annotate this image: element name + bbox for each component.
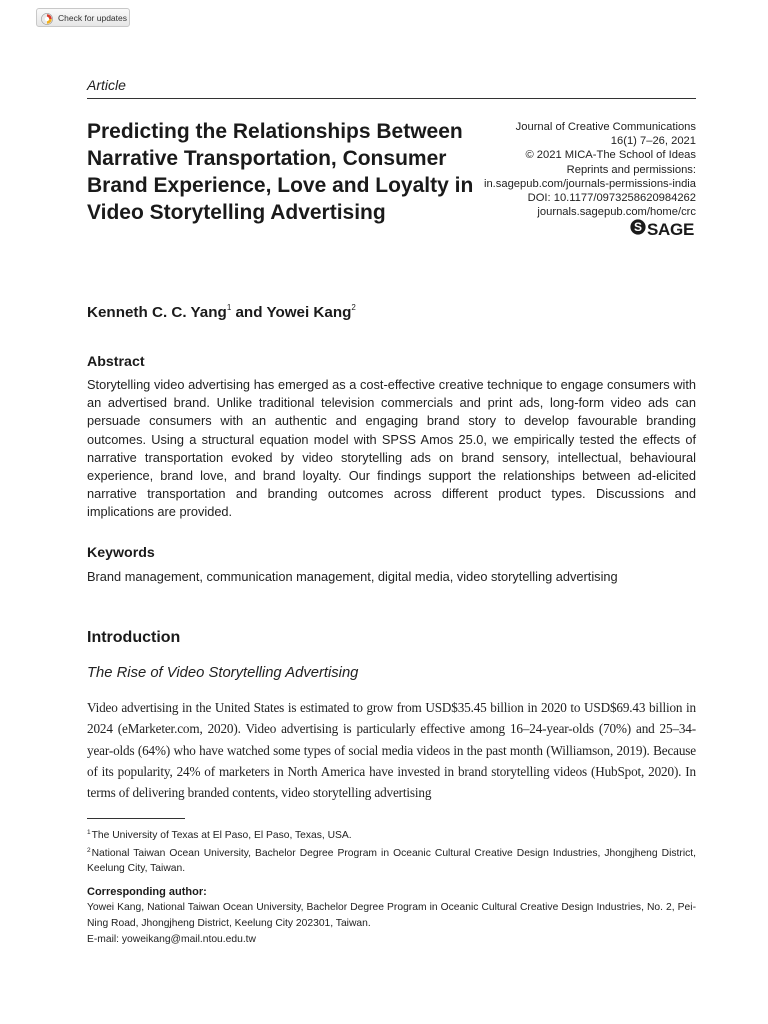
subsection-heading: The Rise of Video Storytelling Advertising — [87, 665, 359, 681]
author-list — [87, 303, 356, 321]
footnote-text: The University of Texas at El Paso, El Paso, Texas, USA. — [91, 830, 352, 841]
journal-volume: 16(1) 7–26, 2021 — [610, 135, 696, 148]
footnote — [87, 825, 696, 843]
footnote-text: National Taiwan Ocean University, Bachelor Degree Program in Oceanic Cultural Creative Design Industries, Jhongjheng District, Keelung City, Taiwan. — [87, 848, 696, 874]
article-title: Predicting the Relationships Between Narrative Transportation, Consumer Brand Experience, Love and Loyalty in Video Storytelling Advertising — [87, 120, 474, 224]
author-conjunction: and — [231, 304, 267, 321]
keywords-heading: Keywords — [87, 545, 155, 561]
section-heading: Introduction — [87, 629, 181, 646]
header-divider — [87, 98, 696, 99]
footnote-marker: 1 — [87, 829, 91, 836]
abstract-text: Storytelling video advertising has emerged as a cost-effective creative technique to engage consumers with an advertised brand. Unlike traditional television commercials and print ads, long-form video ads can persuade consumers with an authentic and engaging brand story to develop favourable branding outcomes. Using a structural equation model with SPSS Amos 25.0, we empirically tested the effects of narrative transportation evoked by video storytelling ads on brand sensory, intellectual, behavioural experience, brand love, and brand loyalty. Our findings support the relationships between ad-elicited narrative transportation and branding outcomes across different product types. Discussions and implications are provided. — [87, 377, 696, 520]
author-name: Yowei Kang — [266, 304, 352, 321]
footnote-divider — [87, 818, 185, 819]
check-for-updates-icon — [41, 12, 53, 24]
abstract-heading: Abstract — [87, 354, 145, 370]
author-name: Kenneth C. C. Yang — [87, 304, 227, 321]
svg-text:S: S — [633, 220, 643, 235]
corresponding-author-heading: Corresponding author: — [87, 886, 207, 898]
check-for-updates-button[interactable] — [36, 8, 130, 27]
journal-permissions-link[interactable]: in.sagepub.com/journals-permissions-india — [483, 177, 696, 190]
sage-logo-text: SAGE — [647, 219, 694, 239]
sage-logo-icon — [630, 219, 646, 240]
corresponding-address: Yowei Kang, National Taiwan Ocean University, Bachelor Degree Program in Oceanic Cultural Creative Design Industries, No. 2, Pei-Ning Road, Jhongjheng District, Keelung City 202301, Taiwan. — [87, 902, 696, 929]
check-for-updates-label: Check for updates — [58, 12, 127, 23]
journal-copyright: © 2021 MICA-The School of Ideas — [525, 149, 696, 162]
journal-doi[interactable]: DOI: 10.1177/0973258620984262 — [527, 192, 696, 205]
affiliation-footnotes — [87, 825, 696, 876]
keywords-text: Brand management, communication management, digital media, video storytelling advertising — [87, 569, 618, 584]
corresponding-author-details — [87, 900, 696, 948]
publisher-logo — [630, 219, 694, 240]
footnote — [87, 843, 696, 876]
affiliation-marker: 1 — [226, 303, 232, 312]
journal-homepage-link[interactable]: journals.sagepub.com/home/crc — [537, 206, 696, 219]
journal-name: Journal of Creative Communications — [515, 121, 696, 133]
corresponding-email[interactable]: E-mail: yoweikang@mail.ntou.edu.tw — [87, 934, 256, 945]
footnote-marker: 2 — [87, 847, 91, 854]
journal-reprints-label: Reprints and permissions: — [566, 163, 696, 176]
affiliation-marker: 2 — [351, 303, 356, 312]
body-paragraph: Video advertising in the United States is estimated to grow from USD$35.45 billion in 2020 to USD$69.43 billion in 2024 (eMarketer.com, 2020). Video advertising is particularly effective among 16–24-year-olds (70%) and 25–34-year-olds (64%) who have watched some types of social media videos in the past month (Williamson, 2019). Because of its popularity, 24% of marketers in North America have invested in brand storytelling videos (HubSpot, 2020). In terms of delivering branded contents, video storytelling advertising — [87, 700, 696, 801]
article-type-label: Article — [87, 77, 126, 93]
journal-info — [470, 120, 696, 219]
